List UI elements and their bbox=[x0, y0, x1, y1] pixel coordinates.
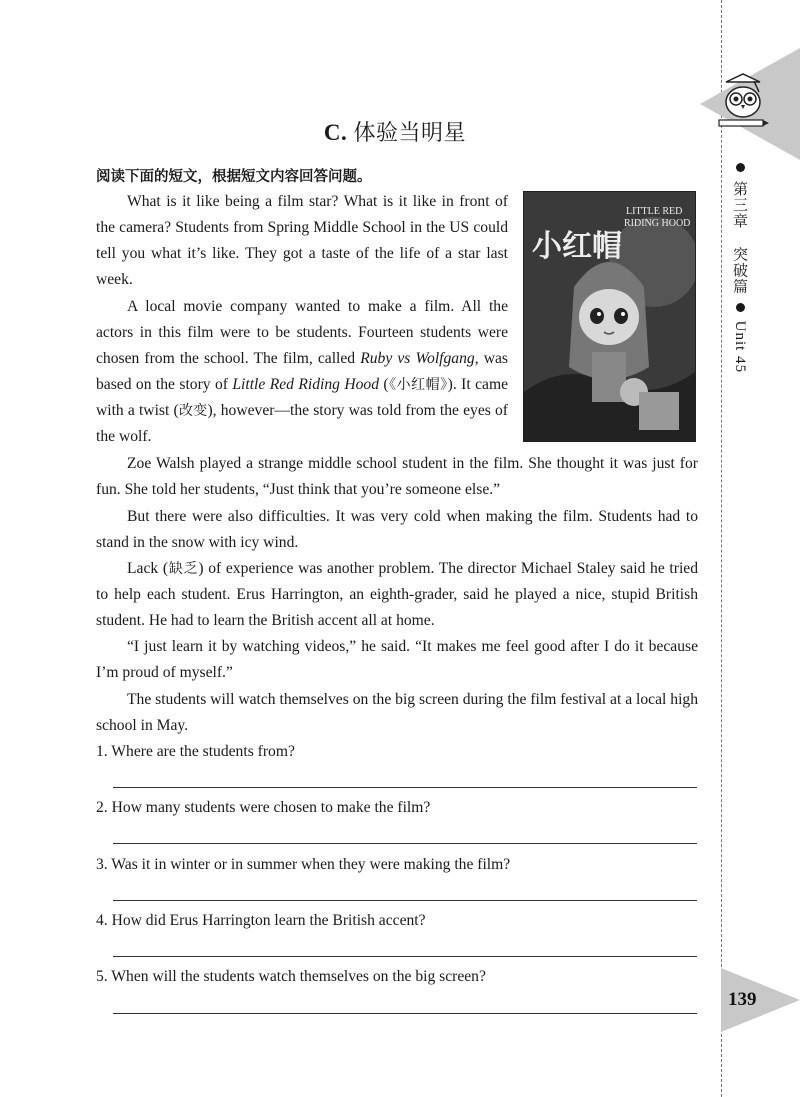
paragraph-5 bbox=[96, 556, 698, 634]
question-4: 4. How did Erus Harrington learn the British accent? bbox=[96, 912, 426, 929]
poster-illustration bbox=[524, 192, 695, 441]
answer-line-1[interactable] bbox=[113, 787, 697, 788]
answer-line-4[interactable] bbox=[113, 956, 697, 957]
poster-title-en-1: LITTLE RED bbox=[626, 206, 683, 217]
section-letter: C. bbox=[323, 120, 348, 145]
bullet-dot-icon bbox=[736, 303, 745, 312]
poster-title-cn: 小红帽 bbox=[532, 229, 622, 264]
story-title-cn: 《小红帽》 bbox=[388, 377, 448, 393]
unit-label: Unit 45 bbox=[732, 320, 748, 374]
paragraph-1: What is it like being a film star? What is it like in front of the camera? Students from Spring Middle School in the US could tell you what it’s like. They got a taste of the life of a star last week. bbox=[96, 193, 508, 288]
gloss-lack-cn: 缺乏 bbox=[168, 561, 199, 577]
question-5: 5. When will the students watch themselves on the big screen? bbox=[96, 968, 486, 985]
paragraph-2-text: ( bbox=[379, 376, 389, 393]
paragraph-2-text: ), however—the story was told from the eyes of the wolf. bbox=[96, 402, 508, 445]
bullet-dot-icon bbox=[736, 163, 745, 172]
paragraph-7: The students will watch themselves on the big screen during the film festival at a local high school in May. bbox=[96, 691, 698, 734]
answer-line-3[interactable] bbox=[113, 900, 697, 901]
question-3: 3. Was it in winter or in summer when they were making the film? bbox=[96, 856, 511, 873]
page-margin-line bbox=[721, 0, 722, 1097]
film-title: Ruby vs Wolfgang bbox=[360, 350, 475, 367]
section-title bbox=[0, 116, 790, 147]
chapter-label: 第三章 bbox=[731, 180, 749, 229]
answer-line-5[interactable] bbox=[113, 1013, 697, 1014]
question-1: 1. Where are the students from? bbox=[96, 743, 295, 760]
paragraph-2-text: ). It came with a twist ( bbox=[96, 376, 508, 419]
paragraph-4: But there were also difficulties. It was very cold when making the film. Students had to stand in the snow with icy wind. bbox=[96, 508, 698, 551]
instruction-text: 阅读下面的短文，根据短文内容回答问题。 bbox=[96, 169, 372, 185]
page-number: 139 bbox=[728, 989, 757, 1010]
paragraph-3: Zoe Walsh played a strange middle school student in the film. She thought it was just for fun. She told her students, “Just think that you’re someone else.” bbox=[96, 455, 698, 498]
paragraph-2-text: , was based on the story of bbox=[96, 350, 508, 393]
section-label: 突破篇 bbox=[731, 246, 749, 295]
answer-line-2[interactable] bbox=[113, 843, 697, 844]
paragraph-6: “I just learn it by watching videos,” he said. “It makes me feel good after I do it because I’m proud of myself.” bbox=[96, 638, 698, 681]
question-2: 2. How many students were chosen to make the film? bbox=[96, 799, 431, 816]
gloss-twist-cn: 改变 bbox=[178, 403, 208, 419]
section-title-text: 体验当明星 bbox=[353, 121, 467, 146]
story-title: Little Red Riding Hood bbox=[232, 376, 379, 393]
movie-poster-image bbox=[523, 191, 696, 442]
paragraph-5-text: ) of experience was another problem. The director Michael Staley said he tried to help each student. Erus Harrington, an eighth-grader, said he played a nice, stupid British student. He had to learn the British accent all at home. bbox=[96, 560, 699, 629]
paragraph-2-text: A local movie company wanted to make a film. All the actors in this film were to be students. Fourteen students were chosen from the school. The film, called bbox=[96, 298, 508, 367]
chapter-sidebar bbox=[729, 160, 751, 373]
paragraph-5-text: Lack ( bbox=[127, 560, 169, 577]
poster-title-en-2: RIDING HOOD bbox=[624, 218, 691, 229]
paragraph-2 bbox=[96, 294, 508, 450]
